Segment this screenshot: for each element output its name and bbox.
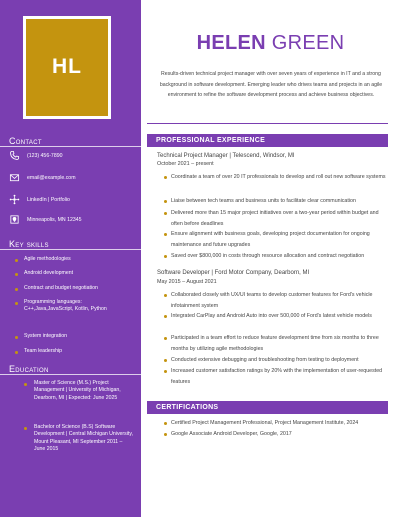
education-item: Bachelor of Science (B.S) Software Development | Central Michigan University, Mount Pleasant, MI September 2011 – June 2015: [34, 424, 133, 453]
network-icon: [9, 194, 20, 205]
first-name: HELEN: [196, 32, 266, 54]
contact-location: [27, 217, 82, 223]
phone-icon: [9, 150, 20, 161]
location-text: Minneapolis, MN 12345: [27, 217, 82, 223]
certifications-heading: CERTIFICATIONS: [156, 404, 219, 411]
job-title: Technical Project Manager | Telescend, Windsor, MI: [157, 153, 295, 159]
sidebar: [0, 0, 141, 517]
job-bullet: Collaborated closely with UX/UI teams to develop customer features for Ford's vehicle infotainment system: [171, 290, 386, 311]
skill-item: Android development: [24, 270, 134, 277]
job-bullet: Ensure alignment with business goals, developing project documentation for ongoing maintenance and future upgrades: [171, 229, 386, 250]
job-dates: October 2021 – present: [157, 161, 214, 167]
education-divider: [0, 374, 141, 375]
skill-item: Programming languages: C++,Java,JavaScript, Kotlin, Python: [24, 299, 112, 314]
contact-links[interactable]: [27, 197, 70, 203]
job-bullet: Participated in a team effort to reduce feature development time from six months to three months by utilizing agile methodologies: [171, 333, 386, 354]
links-text[interactable]: LinkedIn | Portfolio: [27, 197, 70, 203]
candidate-name: [141, 32, 400, 55]
certifications-header: [147, 401, 388, 414]
email-icon: [9, 172, 20, 183]
skill-item: System integration: [24, 333, 134, 340]
job-bullet: Liaise between tech teams and business units to facilitate clear communication: [171, 196, 386, 207]
skill-item: Agile methodologies: [24, 256, 134, 263]
education-item: Master of Science (M.S.) Project Management | University of Michigan, Dearborn, MI | Expected: June 2025: [34, 380, 134, 402]
job-title: Software Developer | Ford Motor Company, Dearborn, MI: [157, 270, 310, 276]
location-icon: [9, 214, 20, 225]
skill-item: Team leadership: [24, 348, 134, 355]
certification-item: Certified Project Management Professional, Project Management Institute, 2024: [171, 418, 386, 429]
skill-item: Contract and budget negotiation: [24, 285, 134, 292]
job-bullet: Delivered more than 15 major project initiatives over a two-year period within budget and often before deadlines: [171, 208, 386, 229]
skills-heading: Key skills: [9, 239, 49, 249]
job-bullet: Integrated CarPlay and Android Auto into over 500,000 of Ford's latest vehicle models: [171, 311, 386, 322]
skills-divider: [0, 249, 141, 250]
experience-header: [147, 134, 388, 147]
job-bullet: Increased customer satisfaction ratings by 20% with the implementation of user-requested features: [171, 366, 386, 387]
monogram-initials: HL: [52, 55, 82, 78]
last-name: GREEN: [271, 32, 345, 54]
certification-item: Google Associate Android Developer, Google, 2017: [171, 429, 386, 440]
job-bullet: Coordinate a team of over 20 IT professionals to develop and roll out new software systems: [171, 172, 386, 183]
contact-divider: [0, 146, 141, 147]
email-text[interactable]: email@example.com: [27, 175, 76, 181]
summary-divider: [147, 123, 388, 124]
education-heading: Education: [9, 364, 49, 374]
contact-heading: Contact: [9, 136, 42, 146]
contact-phone: [27, 153, 62, 159]
job-dates: May 2015 – August 2021: [157, 279, 217, 285]
summary: Results-driven technical project manager with over seven years of experience in IT and a strong background in software development. Emerging leader who drives teams and projects in an agile environment to refine the software development process and achieve business objectives.: [159, 71, 383, 99]
experience-heading: PROFESSIONAL EXPERIENCE: [156, 137, 266, 144]
job-bullet: Conducted extensive debugging and troubleshooting from testing to deployment: [171, 355, 386, 366]
job-bullet: Saved over $800,000 in costs through resource allocation and contract negotiation: [171, 251, 386, 262]
monogram-box: [23, 16, 111, 119]
contact-email[interactable]: [27, 175, 76, 181]
phone-text: (123) 456-7890: [27, 153, 63, 159]
